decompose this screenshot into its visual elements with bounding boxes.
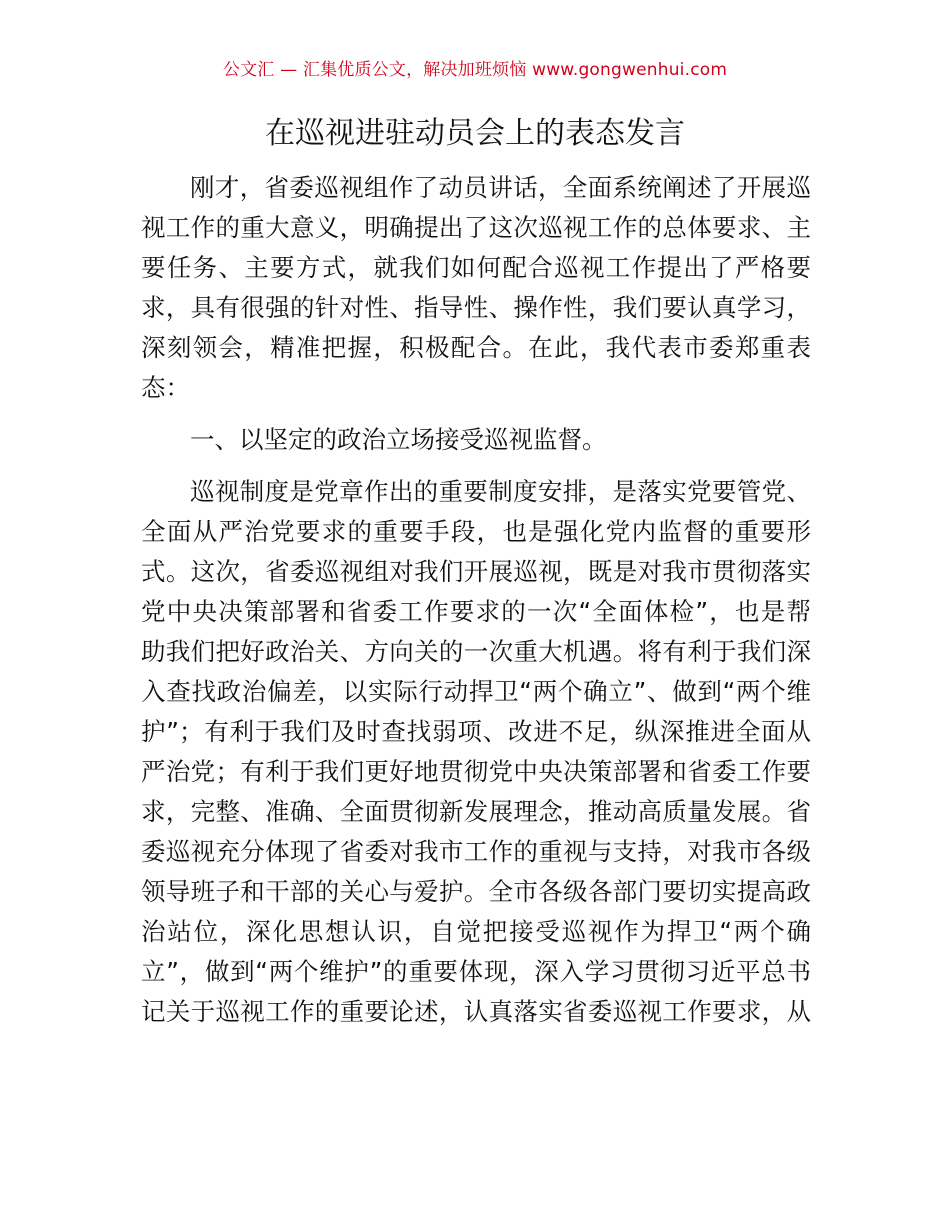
text-line: 求，完整、准确、全面贯彻新发展理念，推动高质量发展。省 <box>141 797 811 826</box>
text-line: 委巡视充分体现了省委对我市工作的重视与支持，对我市各级 <box>141 837 811 866</box>
text-line: 治站位，深化思想认识，自觉把接受巡视作为捍卫“两个确 <box>141 917 811 946</box>
text-line: 巡视制度是党章作出的重要制度安排，是落实党要管党、 <box>190 477 811 506</box>
text-line: 深刻领会，精准把握，积极配合。在此，我代表市委郑重表 <box>141 333 811 362</box>
text-line: 助我们把好政治关、方向关的一次重大机遇。将有利于我们深 <box>141 637 811 666</box>
text-line: 视工作的重大意义，明确提出了这次巡视工作的总体要求、主 <box>141 213 811 242</box>
text-line: 护”；有利于我们及时查找弱项、改进不足，纵深推进全面从 <box>141 717 811 746</box>
text-line: 式。这次，省委巡视组对我们开展巡视，既是对我市贯彻落实 <box>141 557 811 586</box>
text-line: 立”，做到“两个维护”的重要体现，深入学习贯彻习近平总书 <box>141 957 811 986</box>
text-line: 党中央决策部署和省委工作要求的一次“全面体检”，也是帮 <box>141 597 811 626</box>
section-heading-1 <box>141 420 811 460</box>
text-line: 求，具有很强的针对性、指导性、操作性，我们要认真学习， <box>141 293 811 322</box>
text-line: 刚才，省委巡视组作了动员讲话，全面系统阐述了开展巡 <box>190 173 811 202</box>
text-line: 严治党；有利于我们更好地贯彻党中央决策部署和省委工作要 <box>141 757 811 786</box>
text-line: 要任务、主要方式，就我们如何配合巡视工作提出了严格要 <box>141 253 811 282</box>
document-body <box>141 168 811 1032</box>
text-line: 全面从严治党要求的重要手段，也是强化党内监督的重要形 <box>141 517 811 546</box>
text-line: 领导班子和干部的关心与爱护。全市各级各部门要切实提高政 <box>141 877 811 906</box>
header-banner: 公文汇 — 汇集优质公文，解决加班烦恼 www.gongwenhui.com <box>222 60 728 80</box>
text-line: 记关于巡视工作的重要论述，认真落实省委巡视工作要求，从 <box>141 997 811 1026</box>
paragraph-gap <box>141 408 811 420</box>
text-line: 态： <box>141 373 190 402</box>
paragraph-gap <box>141 460 811 472</box>
text-line: 入查找政治偏差，以实际行动捍卫“两个确立”、做到“两个维 <box>141 677 811 706</box>
paragraph-1 <box>141 168 811 408</box>
paragraph-2 <box>141 472 811 1032</box>
section-heading-text: 一、以坚定的政治立场接受巡视监督。 <box>190 425 607 454</box>
document-title: 在巡视进驻动员会上的表态发言 <box>265 116 685 151</box>
